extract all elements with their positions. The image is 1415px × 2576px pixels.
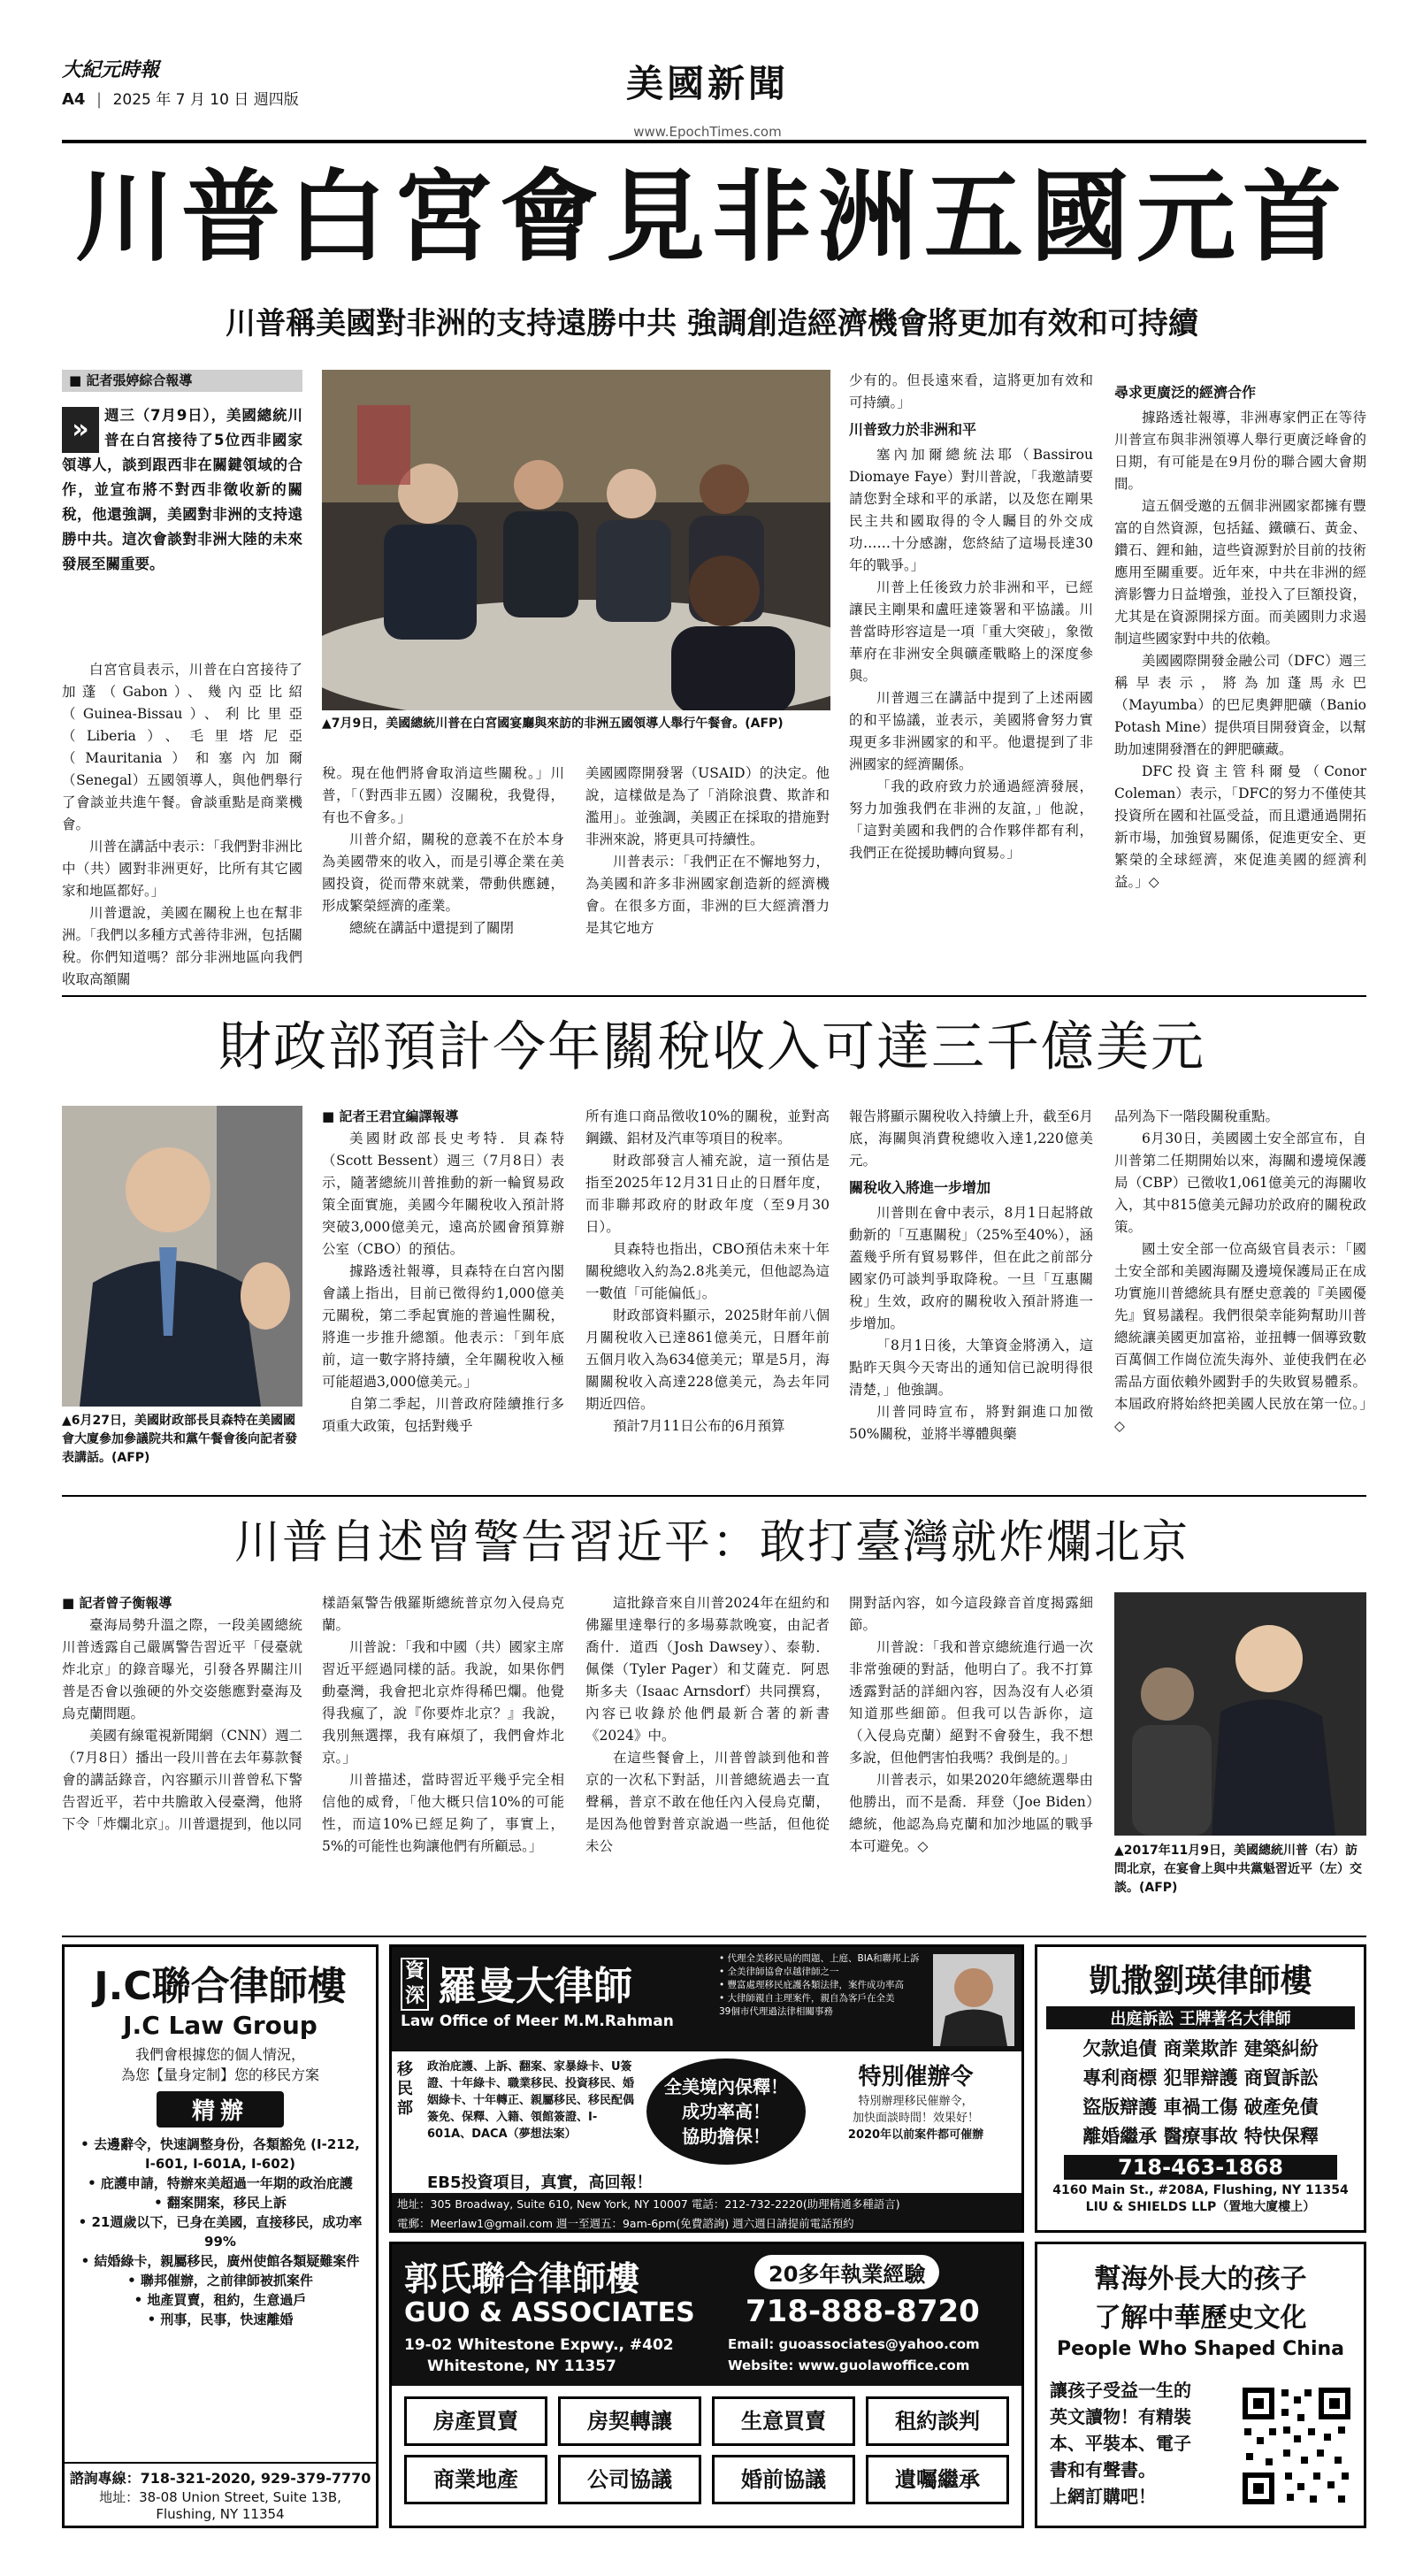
paragraph: 樣語氣警告俄羅斯總統普京勿入侵烏克蘭。 bbox=[322, 1595, 564, 1633]
paragraph: 「8月1日後，大筆資金將湧入，這點昨天與今天寄出的通知信已說明得很清楚，」他強調。 bbox=[849, 1338, 1093, 1398]
ad-liu-rows bbox=[1037, 2035, 1364, 2151]
ad-guo-header bbox=[392, 2244, 1021, 2386]
paragraph: 川普上任後致力於非洲和平，已經讓民主剛果和盧旺達簽署和平協議。川普當時形容這是一項「重大突破」，象徵華府在非洲安全與礦產戰略上的深度參與。 bbox=[849, 579, 1093, 684]
bessent-photo-illustration bbox=[62, 1106, 302, 1407]
article3-photo bbox=[1114, 1592, 1366, 1836]
ad-jc-item: • 結婚綠卡，親屬移民，廣州使館各類疑難案件 bbox=[80, 2253, 360, 2269]
article1-column-3 bbox=[585, 763, 830, 986]
article2-column-3 bbox=[849, 1106, 1093, 1486]
ad-guo-service: 遺囑繼承 bbox=[866, 2455, 1009, 2504]
ad-rahman-english: Law Office of Meer M.M.Rahman bbox=[401, 2012, 674, 2030]
ad-jc-item: • 翻案開案，移民上訴 bbox=[154, 2195, 287, 2211]
paragraph: 財政部發言人補充說，這一預估是指至2025年12月31日止的日曆年度，而非聯邦政府的財政年度（至9月30日）。 bbox=[585, 1153, 830, 1235]
section-divider bbox=[62, 995, 1366, 997]
article2-column-2 bbox=[585, 1106, 830, 1486]
paragraph: 塞內加爾總統法耶（Bassirou Diomaye Faye）對川普說，「我邀請要請您對全球和平的承諾，以及您在剛果民主共和國取得的令人矚目的外交成功……十分感謝，您終結了這場長達30年的戰爭。」 bbox=[849, 447, 1093, 573]
ad-jc-item: • 地產買賣，租約，生意過戶 bbox=[134, 2292, 307, 2308]
trump-xi-photo-illustration bbox=[1114, 1592, 1366, 1836]
site-url[interactable]: www.EpochTimes.com bbox=[633, 124, 782, 140]
ad-rahman-portrait-illustration bbox=[933, 1954, 1014, 2046]
paragraph: 據路透社報導，貝森特在白宮內閣會議上指出，目前已徵得約1,000億美元關稅，第二季起實施的普遍性關稅，將進一步推升總額。他表示：「到年底前，這一數字將持續，全年關稅收入極可能超過3,000億美元。」 bbox=[322, 1263, 564, 1390]
ad-rahman-special bbox=[816, 2058, 1015, 2142]
ad-guo-service: 房契轉讓 bbox=[558, 2396, 701, 2446]
article3-byline: ■ 記者曾子衡報導 bbox=[62, 1595, 172, 1611]
ad-rahman-services: 政治庇護、上訴、翻案、家暴綠卡、U簽證、十年綠卡、職業移民、投資移民、婚姻綠卡、十年轉正、親屬移民、移民配偶簽免、保釋、入籍、領館簽證、I-601A、DACA（夢想法案） bbox=[427, 2060, 635, 2141]
paragraph: 川普表示：「我們正在不懈地努力，為美國和許多非洲國家創造新的經濟機會。在很多方面，非洲的巨大經濟潛力是其它地方 bbox=[585, 854, 830, 936]
ad-liu-law[interactable] bbox=[1035, 1944, 1366, 2233]
ads-divider bbox=[62, 1936, 1366, 1937]
paragraph: 「我的政府致力於通過經濟發展，努力加強我們在非洲的友誼，」他說，「這對美國和我們的合作夥伴都有利，我們正在從援助轉向貿易。」 bbox=[849, 778, 1093, 861]
ad-book-title-2: 了解中華歷史文化 bbox=[1094, 2303, 1307, 2334]
ad-liu-phone[interactable]: 718-463-1868 bbox=[1064, 2155, 1337, 2180]
paragraph: 國土安全部一位高級官員表示：「國土安全部和美國海關及邊境保護局正在成功實施川普總統具有歷史意義的『美國優先』貿易議程。我們很榮幸能夠幫助川普總統讓美國更加富裕，並扭轉一個導致數百萬個工作崗位流失海外、並使我們在必需品方面依賴外國對手的失敗貿易體系。本屆政府將始終把美國人民放在第一位。」◇ bbox=[1114, 1241, 1366, 1434]
paragraph: 稅。現在他們將會取消這些關稅。」川普，「（對西非五國）沒關稅，我覺得，有也不會多。」 bbox=[322, 765, 564, 825]
paragraph: 這批錄音來自川普2024年在紐約和佛羅里達舉行的多場募款晚宴，由記者喬什．道西（Josh Dawsey）、泰勒．佩傑（Tyler Pager）和艾薩克．阿恩斯多夫（Isaac Arnsdorf）共同撰寫，內容已收錄於他們最新合著的新書《2024》中。 bbox=[585, 1595, 830, 1744]
ad-rahman-address: 地址：305 Broadway, Suite 610, New York, NY 10007 電話：212-732-2220(助理精通多種語言) bbox=[397, 2197, 900, 2211]
article3-photo-caption: ▲2017年11月9日，美國總統川普（右）訪問北京，在宴會上與中共黨魁習近平（左）交談。(AFP) bbox=[1114, 1844, 1362, 1895]
ad-book-desc-line: 英文讀物！有精裝 bbox=[1050, 2406, 1191, 2427]
paragraph: 品列為下一階段關稅重點。 bbox=[1114, 1108, 1280, 1124]
ad-guo-email[interactable]: Email: guoassociates@yahoo.com bbox=[728, 2336, 980, 2352]
issue-date: 2025 年 7 月 10 日 週四版 bbox=[112, 91, 299, 109]
paragraph: 所有進口商品徵收10%的關稅，並對高鋼鐵、鋁材及汽車等項目的稅率。 bbox=[585, 1108, 830, 1146]
ad-rahman-special-line: 2020年以前案件都可催辦 bbox=[847, 2128, 984, 2142]
ad-guo-service: 房產買賣 bbox=[404, 2396, 547, 2446]
ad-book-title-1: 幫海外長大的孩子 bbox=[1094, 2264, 1307, 2295]
paragraph: 川普說：「我和普京總統進行過一次非常強硬的對話，他明白了。我不打算透露對話的詳細內容，因為沒有人必須知道那些細節。但我可以告訴你，這（入侵烏克蘭）絕對不會發生，我不想多說，但他們害怕我嗎？我倒是的。」 bbox=[849, 1639, 1093, 1766]
ad-rahman-bullet: 39個市代理過法律相關事務 bbox=[719, 2006, 833, 2017]
page-number-value: A4 bbox=[62, 90, 86, 109]
paragraph: 報告將顯示關稅收入持續上升，截至6月底，海關與消費稅總收入達1,220億美元。 bbox=[849, 1108, 1093, 1169]
article1-photo bbox=[322, 370, 830, 710]
ad-liu-subtitle: 出庭訴訟 王牌著名大律師 bbox=[1046, 2006, 1355, 2029]
qr-code-icon[interactable] bbox=[1239, 2384, 1354, 2508]
summit-photo-illustration bbox=[322, 370, 830, 710]
ad-liu-address-2: LIU & SHIELDS LLP（置地大廈樓上） bbox=[1085, 2200, 1316, 2214]
ad-jc-footer bbox=[65, 2462, 376, 2526]
paragraph: 川普同時宣布，將對銅進口加徵50%關稅，並將半導體與藥 bbox=[849, 1404, 1093, 1442]
qr-code-graphic bbox=[1239, 2384, 1354, 2508]
paragraph: 川普則在會中表示，8月1日起將啟動新的「互惠關稅」（25%至40%），涵蓋幾乎所有貿易夥伴，但在此之前部分國家仍可談判爭取降稅。一旦「互惠關稅」生效，政府的關稅收入預計將進一步增加。 bbox=[849, 1205, 1093, 1331]
ad-rahman-bullet: • 代理全美移民局的問題、上庭、BIA和聯邦上訴 bbox=[719, 1953, 920, 1964]
paragraph: 川普還說，美國在關稅上也在幫非洲。「我們以多種方式善待非洲，包括關稅。你們知道嗎？部分非洲地區向我們收取高額關 bbox=[62, 905, 302, 986]
ad-jc-items bbox=[65, 2135, 376, 2329]
paragraph: 川普週三在講話中提到了上述兩國的和平協議，並表示，美國將會努力實現更多非洲國家的和平。他還提到了非洲國家的經濟關係。 bbox=[849, 690, 1093, 772]
paragraph: 總統在講話中還提到了關閉 bbox=[349, 920, 515, 936]
masthead-separator: | bbox=[96, 90, 103, 109]
ad-jc-address-1: 地址：38-08 Union Street, Suite 13B, bbox=[99, 2489, 341, 2505]
paragraph: 川普表示，如果2020年總統選舉由他勝出，而不是喬．拜登（Joe Biden）總統，他認為烏克蘭和加沙地區的戰爭本可避免。◇ bbox=[849, 1772, 1093, 1854]
ad-book[interactable] bbox=[1035, 2242, 1366, 2528]
article3-column-2 bbox=[322, 1592, 564, 1928]
article1-column-4 bbox=[849, 370, 1093, 986]
paragraph: 臺海局勢升溫之際，一段美國總統川普透露自己嚴厲警告習近平「侵臺就炸北京」的錄音曝光，引發各界關注川普是否會以強硬的外交姿態應對臺海及烏克蘭問題。 bbox=[62, 1617, 302, 1721]
article3-column-1 bbox=[62, 1592, 302, 1928]
ad-book-desc-line: 本、平裝本、電子 bbox=[1050, 2433, 1191, 2454]
ad-rahman-title: 羅曼大律師 bbox=[438, 1964, 632, 2009]
ad-book-desc bbox=[1050, 2377, 1227, 2510]
ad-jc-item: • 刑事，民事，快速離婚 bbox=[147, 2312, 294, 2327]
paragraph: 美國國際開發署（USAID）的決定。他說，這樣做是為了「消除浪費、欺詐和濫用」。並強調，美國正在採取的措施對非洲來說，將更具可持續性。 bbox=[585, 765, 830, 847]
ad-guo-english: GUO & ASSOCIATES bbox=[404, 2297, 695, 2328]
paragraph: 美國有線電視新聞網（CNN）週二（7月8日）播出一段川普在去年募款餐會的講話錄音，內容顯示川普曾私下警告習近平，若中共膽敢入侵臺灣，他將下令「炸爛北京」。川普還提到，他以同 bbox=[62, 1728, 302, 1832]
ad-book-english: People Who Shaped China bbox=[1056, 2338, 1344, 2360]
paragraph: 在這些餐會上，川普曾談到他和普京的一次私下對話，川普總統過去一直聲稱，普京不敢在他任內入侵烏克蘭，是因為他曾對普京說過一些話，但他從未公 bbox=[585, 1750, 830, 1854]
article1-column-1 bbox=[62, 659, 302, 986]
subhead: 關稅收入將進一步增加 bbox=[849, 1179, 991, 1196]
ad-book-desc-line: 讓孩子受益一生的 bbox=[1050, 2380, 1191, 2401]
paragraph: 開對話內容，如今這段錄音首度揭露細節。 bbox=[849, 1595, 1093, 1633]
ad-rahman-bullet: • 大律師親自主理案件，親自為客戶在全美 bbox=[719, 1993, 895, 2004]
ad-rahman-eb5: EB5投資項目，真實，高回報！ bbox=[427, 2174, 653, 2192]
lawyer-portrait-icon bbox=[933, 1954, 1014, 2046]
ad-guo-address-1: 19-02 Whitestone Expwy., #402 bbox=[404, 2336, 674, 2354]
ad-rahman-special-line: 加快面談時間！效果好！ bbox=[852, 2112, 979, 2125]
article3-column-3 bbox=[585, 1592, 830, 1928]
paragraph: 少有的。但長遠來看，這將更加有效和可持續。」 bbox=[849, 372, 1093, 410]
paragraph: 預計7月11日公布的6月預算 bbox=[613, 1418, 785, 1434]
article1-lead bbox=[62, 403, 302, 577]
ad-guo-address-2: Whitestone, NY 11357 bbox=[427, 2358, 616, 2375]
ad-liu-address-1: 4160 Main St., #208A, Flushing, NY 11354 bbox=[1052, 2183, 1349, 2197]
ad-liu-row: 欠款追債 商業欺詐 建築糾紛 bbox=[1082, 2038, 1319, 2059]
ad-jc-phone[interactable]: 諮詢專線：718-321-2020, 929-379-7770 bbox=[69, 2470, 371, 2487]
paragraph: 美國財政部長史考特．貝森特（Scott Bessent）週三（7月8日）表示，隨著總統川普推動的新一輪貿易政策全面實施，美國今年關稅收入預計將突破3,000億美元，遠高於國會預算辦公室（CBO）的預估。 bbox=[322, 1131, 564, 1257]
ad-guo-service: 生意買賣 bbox=[712, 2396, 855, 2446]
article2-photo-caption: ▲6月27日，美國財政部長貝森特在美國國會大廈參加參議院共和黨午餐會後向記者發表講話。(AFP) bbox=[62, 1414, 297, 1465]
ad-jc-item: • 去邊辭令，快速調整身份，各類豁免 (I-212, I-601, I-601A, I-602) bbox=[80, 2136, 360, 2172]
ad-guo-services bbox=[392, 2386, 1021, 2515]
paragraph: 川普說：「我和中國（共）國家主席習近平經過同樣的話。我說，如果你們動臺灣，我會把北京炸得稀巴爛。他覺得我瘋了，說『你要炸北京？』我說，我別無選擇，我有麻煩了，我們會炸北京。」 bbox=[322, 1639, 564, 1766]
ad-rahman-side: 移民部 bbox=[397, 2060, 413, 2118]
paragraph: 貝森特也指出，CBO預估未來十年關稅總收入約為2.8兆美元，但他認為這一數值「可能偏低」。 bbox=[585, 1241, 830, 1301]
ad-guo-website[interactable]: Website: www.guolawoffice.com bbox=[728, 2358, 970, 2373]
article3-headline: 川普自述曾警告習近平：敢打臺灣就炸爛北京 bbox=[233, 1516, 1189, 1569]
ad-jc-item: • 聯邦催辦，之前律師被抓案件 bbox=[127, 2273, 313, 2288]
paragraph: 白宮官員表示，川普在白宮接待了加蓬（Gabon）、幾內亞比紹（Guinea-Bissau）、利比里亞（Liberia）、毛里塔尼亞（Mauritania）和塞內加爾（Senegal）五國領導人，與他們舉行了會談並共進午餐。會談重點是商業機會。 bbox=[62, 662, 302, 832]
paragraph: 川普介紹，關稅的意義不在於本身為美國帶來的收入，而是引導企業在美國投資，從而帶來就業，帶動供應鏈，形成繁榮經濟的產業。 bbox=[322, 832, 564, 914]
ad-rahman-header bbox=[392, 1947, 1021, 2051]
subhead: 川普致力於非洲和平 bbox=[849, 421, 977, 438]
article3-column-4 bbox=[849, 1592, 1093, 1928]
ad-rahman-bullet: • 全美律師協會卓越律師之一 bbox=[719, 1966, 839, 1977]
paragraph: DFC投資主管科爾曼（Conor Coleman）表示，「DFC的努力不僅使其投資所在國和社區受益，而且還通過開拓新市場，加強貿易關係，促進更安全、更繁榮的全球經濟，來促進美國的經濟利益。」◇ bbox=[1114, 763, 1366, 890]
ad-rahman-bubble-line: 協助擔保！ bbox=[682, 2126, 770, 2147]
ad-guo-service: 公司協議 bbox=[558, 2455, 701, 2504]
ad-rahman-bullet: • 豐富處理移民庇護各類法律，案件成功率高 bbox=[719, 1980, 905, 1990]
ad-liu-row: 盜版辯護 車禍工傷 破產免債 bbox=[1082, 2097, 1319, 2118]
article1-column-2 bbox=[322, 763, 564, 986]
ad-jc-address-2: Flushing, NY 11354 bbox=[156, 2506, 285, 2522]
ad-rahman-bubble bbox=[646, 2058, 806, 2165]
ad-rahman-bubble-line: 全美境內保釋！ bbox=[664, 2076, 788, 2097]
ad-jc-item: • 21週歲以下，已身在美國，直接移民，成功率 99% bbox=[78, 2214, 363, 2250]
ad-book-desc-line: 書和有聲書。 bbox=[1050, 2459, 1156, 2480]
article1-byline: ■ 記者張婷綜合報導 bbox=[62, 370, 302, 392]
ad-guo-service: 商業地產 bbox=[404, 2455, 547, 2504]
paragraph: 這五個受邀的五個非洲國家都擁有豐富的自然資源，包括錳、鐵礦石、黃金、鑽石、鋰和鈾，這些資源對於目前的技術應用至關重要。近年來，中共在非洲的經濟影響力日益增強，並投入了巨額投資，尤其是在資源開採方面。而美國則力求遏制這些國家對中共的依賴。 bbox=[1114, 498, 1366, 647]
paragraph: 川普在講話中表示：「我們對非洲比中（共）國對非洲更好，比所有其它國家和地區都好。」 bbox=[62, 839, 302, 899]
paragraph: 6月30日，美國國土安全部宣布，自川普第二任期開始以來，海關和邊境保護局（CBP）已徵收1,061億美元的海關收入，其中815億美元歸功於政府的關稅政策。 bbox=[1114, 1131, 1366, 1235]
article2-headline: 財政部預計今年關稅收入可達三千億美元 bbox=[218, 1016, 1205, 1078]
ad-liu-row: 離婚繼承 醫療事故 特快保釋 bbox=[1082, 2126, 1319, 2147]
section-divider bbox=[62, 1495, 1366, 1497]
ad-jc-tagline-2: 為您【量身定制】您的移民方案 bbox=[120, 2066, 319, 2083]
ad-jc-law-group[interactable] bbox=[62, 1944, 379, 2528]
masthead-rule bbox=[62, 140, 1366, 143]
article2-column-1 bbox=[322, 1106, 564, 1486]
article2-column-4 bbox=[1114, 1106, 1366, 1486]
ad-guo-experience: 20多年執業經驗 bbox=[754, 2255, 939, 2289]
ad-rahman-footer bbox=[392, 2193, 1021, 2233]
ad-jc-english: J.C Law Group bbox=[123, 2011, 317, 2040]
article2-photo bbox=[62, 1106, 302, 1407]
paragraph: 財政部資料顯示，2025財年前八個月關稅收入已達861億美元，日曆年前五個月收入為634億美元；單是5月，海關關稅收入高達228億美元，為去年同期近四倍。 bbox=[585, 1307, 830, 1412]
masthead-logo: 大紀元時報 bbox=[62, 58, 160, 81]
paragraph: 據路透社報導，非洲專家們正在等待川普宣布與非洲領導人舉行更廣泛峰會的日期，有可能是在9月份的聯合國大會期間。 bbox=[1114, 410, 1366, 492]
ad-jc-title: J.C聯合律師樓 bbox=[94, 1964, 347, 2009]
ad-liu-title: 凱撒劉瑛律師樓 bbox=[1089, 1963, 1312, 1999]
ad-jc-item: • 庇護申請，特辦來美超過一年期的政治庇護 bbox=[88, 2175, 353, 2191]
ad-rahman-special-line: 特別辦理移民催辦令， bbox=[858, 2095, 974, 2108]
ad-rahman-bubble-line: 成功率高！ bbox=[682, 2101, 770, 2122]
ad-book-desc-line: 上網訂購吧！ bbox=[1050, 2486, 1156, 2507]
article1-photo-caption: ▲7月9日，美國總統川普在白宮國宴廳與來訪的非洲五國領導人舉行午餐會。(AFP) bbox=[322, 717, 784, 731]
article1-lead-text: 週三（7月9日），美國總統川普在白宮接待了5位西非國家領導人，談到跟西非在關鍵領域的合作，並宣布將不對西非徵收新的關稅，他還強調，美國對非洲的支持遠勝中共。這次會談對非洲大陸的未來發展至關重要。 bbox=[62, 407, 302, 572]
chevron-right-icon: » bbox=[62, 407, 99, 453]
ad-rahman-email[interactable]: 電郵：Meerlaw1@gmail.com 週一至週五：9am-6pm(免費諮詢) 週六週日請提前電話預約 bbox=[397, 2217, 854, 2230]
article2-byline: ■ 記者王君宜編譯報導 bbox=[322, 1108, 459, 1124]
paragraph: 美國國際開發金融公司（DFC）週三稱早表示，將為加蓬馬永巴（Mayumba）的巴尼奧鉀肥礦（Banio Potash Mine）提供項目開發資金，以幫助加速開發潛在的鉀肥礦藏。 bbox=[1114, 653, 1366, 757]
ad-guo-service: 租約談判 bbox=[866, 2396, 1009, 2446]
paragraph: 自第二季起，川普政府陸續推行多項重大政策，包括對幾乎 bbox=[322, 1396, 564, 1434]
ad-guo-service: 婚前協議 bbox=[712, 2455, 855, 2504]
paragraph: 川普描述，當時習近平幾乎完全相信他的威脅，「他大概只信10%的可能性，而這10%已經足夠了，事實上，5%的可能性也夠讓他們有所顧忌。」 bbox=[322, 1772, 564, 1854]
ad-jc-tagline-1: 我們會根據您的個人情況， bbox=[134, 2046, 305, 2063]
ad-guo-title: 郭氏聯合律師樓 bbox=[404, 2259, 640, 2298]
ad-rahman-bullets bbox=[719, 1952, 922, 2019]
ad-guo-associates[interactable] bbox=[389, 2242, 1024, 2528]
ad-liu-row: 專利商標 犯罪辯護 商貿訴訟 bbox=[1082, 2067, 1319, 2089]
page-number bbox=[62, 87, 299, 109]
ad-rahman-special-title: 特別催辦令 bbox=[858, 2064, 974, 2090]
ad-rahman-law[interactable] bbox=[389, 1944, 1024, 2233]
subhead: 尋求更廣泛的經濟合作 bbox=[1114, 384, 1257, 401]
article1-column-5 bbox=[1114, 380, 1366, 986]
article1-headline: 川普白宮會見非洲五國元首 bbox=[75, 159, 1349, 275]
ad-rahman-tag: 資深 bbox=[401, 1958, 429, 2011]
article1-subheadline: 川普稱美國對非洲的支持遠勝中共 強調創造經濟機會將更加有效和可持續 bbox=[226, 306, 1198, 341]
ad-guo-phone[interactable]: 718-888-8720 bbox=[746, 2294, 980, 2329]
section-title: 美國新聞 bbox=[625, 62, 789, 105]
ad-jc-badge: 精辦 bbox=[157, 2091, 284, 2128]
